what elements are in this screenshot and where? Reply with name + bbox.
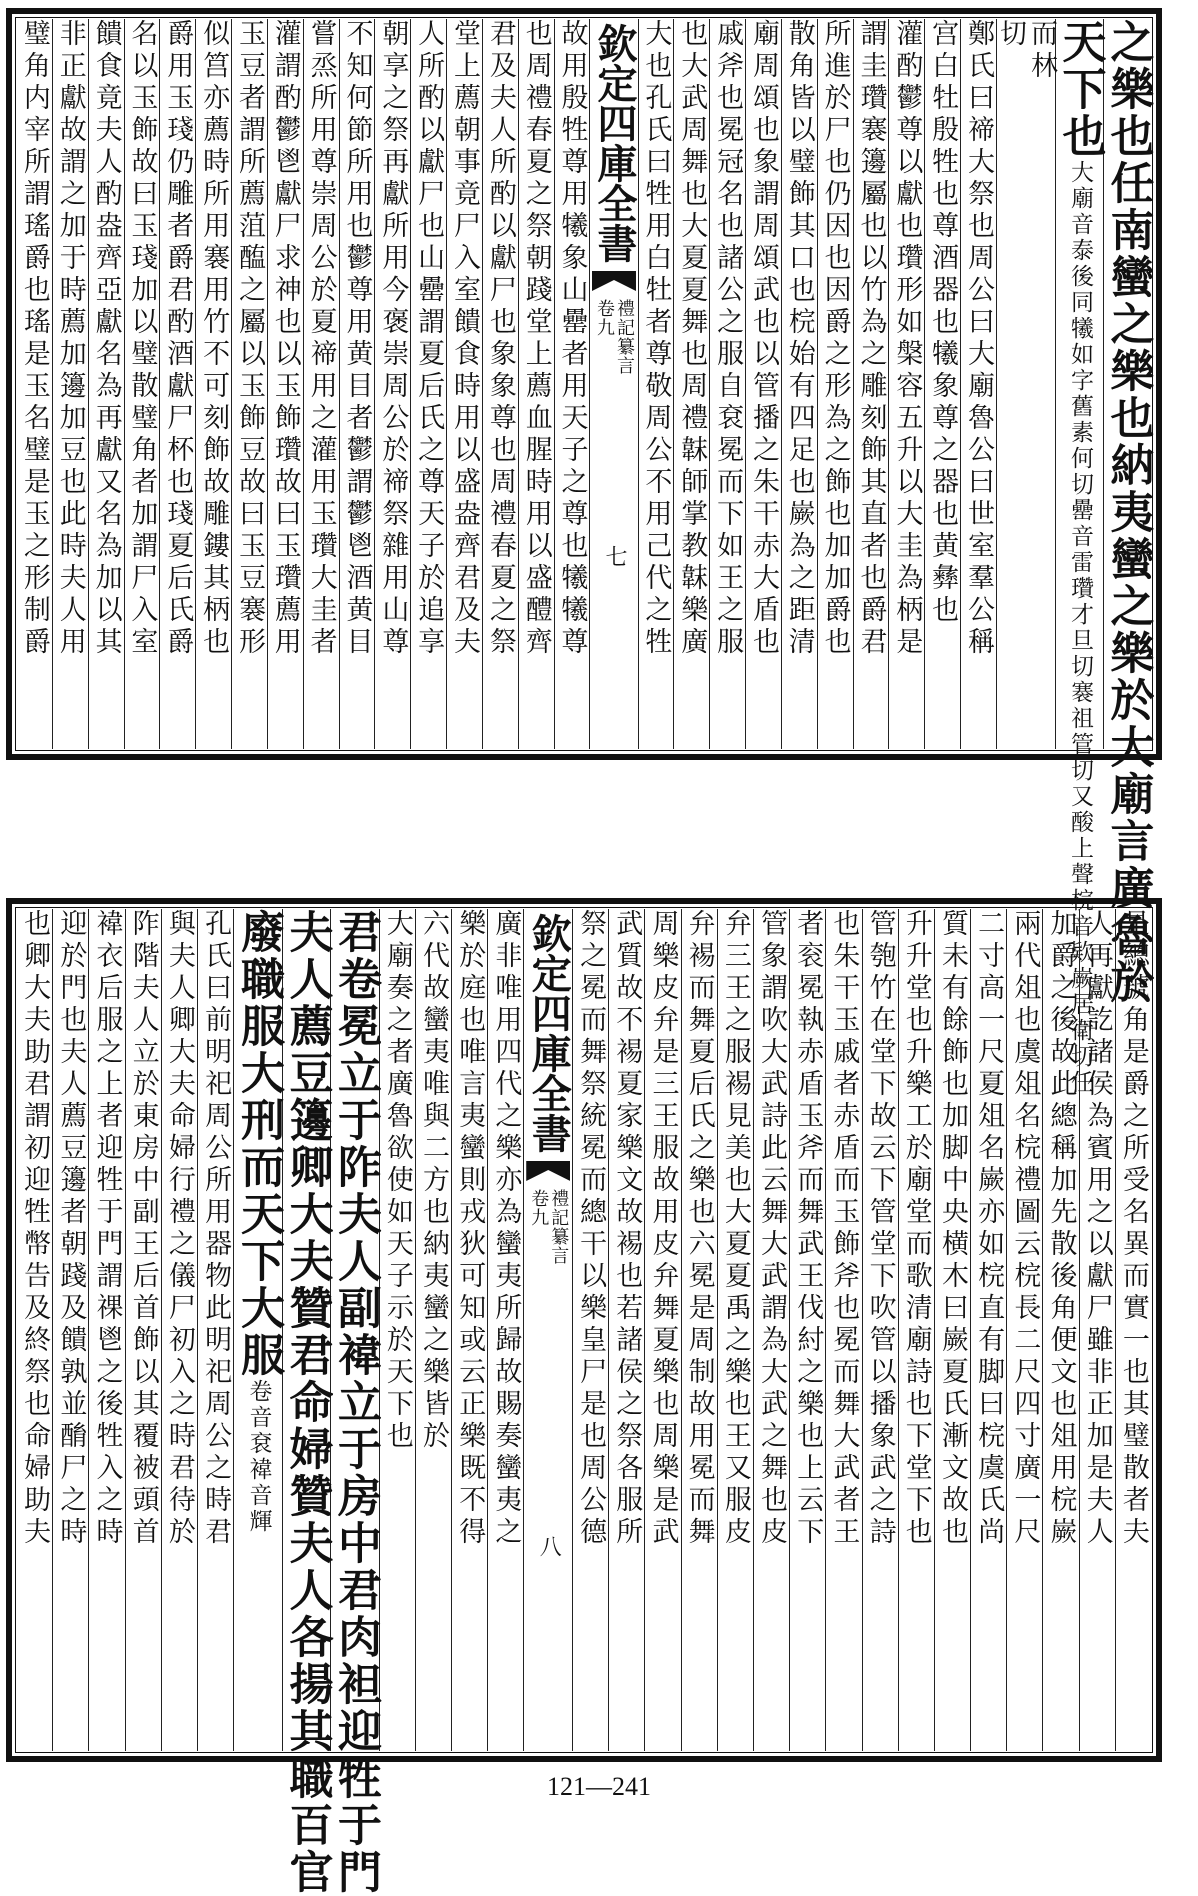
lower-column (88, 909, 124, 1751)
lower-column (281, 909, 333, 1896)
lower-column (608, 909, 644, 1751)
upper-column (446, 19, 482, 749)
commentary-line: 人所酌以獻尸也山罍謂夏后氏之尊天子於追享 (413, 19, 445, 659)
lower-column (970, 909, 1006, 1751)
commentary-line: 爵用玉琖仍雕者爵君酌酒獻尸杯也琖夏后氏爵 (162, 19, 194, 659)
commentary-line: 管匏竹在堂下故云下管堂下吹管以播象武之詩 (864, 909, 896, 1549)
commentary-line: 而林 (1025, 19, 1057, 83)
commentary-line: 非正獻故謂之加于時薦加籩加豆也此時夫人用 (54, 19, 86, 659)
commentary-line: 兩代俎也虞俎名梡禮圖云梡長二尺四寸廣一尺 (1009, 909, 1041, 1549)
upper-column (589, 19, 637, 749)
commentary-line: 孔氏曰前明祀周公所用器物此明祀周公之時君 (200, 909, 232, 1549)
commentary-line: 朝享之祭再獻所用今褒崇周公於禘祭雜用山尊 (377, 19, 409, 659)
upper-column (996, 19, 1055, 749)
fishtail-mark (526, 1161, 570, 1181)
upper-column (124, 19, 160, 749)
lower-column (233, 909, 282, 1751)
lower-column (17, 909, 52, 1751)
lower-column (644, 909, 680, 1751)
main-text-line: 君卷冕立于阼夫人副褘立于房中君肉袒迎牲于門 (329, 909, 381, 1896)
upper-column (17, 19, 52, 749)
commentary-line: 不知何節所用也鬱尊用黄目者鬱謂鬱鬯酒黄目 (341, 19, 373, 659)
commentary-line: 加爵之後故此總稱加先散後角便文也俎用梡嶡 (1045, 909, 1077, 1549)
page-number: 八 (536, 1535, 562, 1559)
lower-column (197, 909, 233, 1751)
commentary-line: 謂圭瓚褰籩屬也以竹為之雕刻飾其直者也爵君 (855, 19, 887, 659)
upper-column (88, 19, 124, 749)
commentary-line: 戚斧也冕冠名也諸公之服自袞冕而下如王之服 (712, 19, 744, 659)
commentary-line: 大廟音泰後同犧如字舊素何切罍音雷瓚才旦切褰祖管切又酸上聲梡音欵嶡居衛切任 (1066, 160, 1093, 1096)
upper-column (638, 19, 674, 749)
commentary-line: 鄭氏曰禘大祭也周公曰大廟魯公曰世室羣公稱 (963, 19, 995, 659)
center-subinfo (595, 299, 633, 375)
commentary-line: 是總號角是爵之所受名異而實一也其璧散者夫 (1117, 909, 1149, 1549)
commentary-line: 宫白牡殷牲也尊酒器也犧象尊之器也黄彝也 (927, 19, 959, 627)
lower-column (523, 909, 572, 1751)
commentary-line: 君及夫人所酌以獻尸也象象尊也周禮春夏之祭 (484, 19, 516, 659)
commentary-line: 故用殷牲尊用犧象山罍者用天子之尊也犧犧尊 (556, 19, 588, 659)
lower-column (934, 909, 970, 1751)
commentary-line: 者衮冕執赤盾玉斧而舞武王伐紂之樂也上云下 (792, 909, 824, 1549)
juan-label: 卷九 (528, 1189, 550, 1227)
center-title: 欽定四庫全書 (525, 913, 573, 1153)
commentary-line: 切 (994, 19, 1026, 51)
upper-column (482, 19, 518, 749)
lower-column (825, 909, 861, 1751)
main-text-line: 廢職服大刑而天下大服 (232, 909, 284, 1379)
commentary-line: 也周禮春夏之祭朝踐堂上薦血腥時用以盛醴齊 (520, 19, 552, 659)
lower-column (898, 909, 934, 1751)
upper-column (339, 19, 375, 749)
commentary-line: 管象謂吹大武詩此云舞大武謂為大武之舞也皮 (756, 909, 788, 1549)
commentary-line: 散角皆以璧飾其口也梡始有四足也嶡為之距清 (783, 19, 815, 659)
main-text-line: 之樂也任南蠻之樂也納夷蠻之樂於大廟言廣魯於 (1102, 19, 1154, 1006)
commentary-line: 迎於門也夫人薦豆籩者朝踐及饋孰並酳尸之時 (55, 909, 87, 1549)
commentary-line: 灌謂酌鬱鬯獻尸求神也以玉飾瓚故曰玉瓚薦用 (269, 19, 301, 659)
commentary-line: 人再獻訖諸侯為賓用之以獻尸雖非正加是夫人 (1081, 909, 1113, 1549)
commentary-line: 升升堂也升樂工於廟堂而歌清廟詩也下堂下也 (900, 909, 932, 1549)
lower-column (1042, 909, 1078, 1751)
lower-column (487, 909, 523, 1751)
mixed-line (1054, 19, 1106, 1096)
center-margin (525, 909, 573, 1751)
commentary-line: 也卿大夫助君謂初迎牲幣告及終祭也命婦助夫 (19, 909, 51, 1549)
commentary-line: 也大武周舞也大夏夏舞也周禮韎師掌教韎樂廣 (676, 19, 708, 659)
upper-column (231, 19, 267, 749)
upper-column (924, 19, 960, 749)
upper-column (781, 19, 817, 749)
commentary-line: 阼階夫人立於東房中副王后首飾以其覆被頭首 (127, 909, 159, 1549)
commentary-line: 與夫人卿大夫命婦行禮之儀尸初入之時君待於 (163, 909, 195, 1549)
upper-column (303, 19, 339, 749)
lower-column (1006, 909, 1042, 1751)
mixed-line (232, 909, 284, 1751)
page-footer-number: 121—241 (547, 1772, 651, 1801)
center-subinfo (528, 1189, 570, 1265)
commentary-line: 質未有餘飾也加脚中央横木曰嶡夏氏漸文故也 (936, 909, 968, 1549)
upper-column (1054, 19, 1106, 1096)
commentary-line: 弁裼而舞夏后氏之樂也六冕是周制故用冕而舞 (683, 909, 715, 1549)
commentary-line: 玉豆者謂所薦菹醢之屬以玉飾豆故曰玉豆褰形 (233, 19, 265, 659)
commentary-line: 樂於庭也唯言夷蠻則戎狄可知或云正樂既不得 (454, 909, 486, 1549)
commentary-line: 周樂皮弁是三王服故用皮弁舞夏樂也周樂是武 (647, 909, 679, 1549)
commentary-line: 似筥亦薦時所用褰用竹不可刻飾故雕鏤其柄也 (198, 19, 230, 659)
lower-column (125, 909, 161, 1751)
upper-page (0, 8, 1198, 1096)
lower-column (862, 909, 898, 1751)
commentary-line: 廣非唯用四代之樂亦為蠻夷所歸故賜奏蠻夷之 (490, 909, 522, 1549)
commentary-line: 弁三王之服裼見美也大夏夏禹之樂也王又服皮 (719, 909, 751, 1549)
commentary-line: 大也孔氏曰牲用白牡者尊敬周公不用己代之牲 (640, 19, 672, 659)
lower-column (753, 909, 789, 1751)
lower-column (717, 909, 753, 1751)
lower-column (789, 909, 825, 1751)
commentary-line: 卷音袞褘音輝 (245, 1379, 272, 1535)
upper-column (410, 19, 446, 749)
upper-column (267, 19, 303, 749)
lower-column (329, 909, 381, 1896)
commentary-line: 也朱干玉戚者赤盾而玉飾斧也冕而舞大武者王 (828, 909, 860, 1549)
commentary-line: 嘗烝所用尊崇周公於夏禘用之灌用玉瓚大圭者 (305, 19, 337, 659)
upper-column (159, 19, 195, 749)
main-text-line: 天下也 (1054, 19, 1106, 160)
main-text-line: 夫人薦豆籩卿大夫贊君命婦贊夫人各揚其職百官 (281, 909, 333, 1896)
commentary-line: 所進於尸也仍因也因爵之形為之飾也加加爵也 (819, 19, 851, 659)
upper-column (960, 19, 996, 749)
upper-column (888, 19, 924, 749)
upper-text-columns (17, 19, 1154, 1096)
commentary-line: 祭之冕而舞祭統冕而總干以樂皇尸是也周公德 (575, 909, 607, 1549)
commentary-line: 名以玉飾故曰玉琖加以璧散璧角者加謂尸入室 (126, 19, 158, 659)
lower-column (681, 909, 717, 1751)
upper-column (709, 19, 745, 749)
commentary-line: 武質故不裼夏家樂文故裼也若諸侯之祭各服所 (611, 909, 643, 1549)
book-title: 禮記纂言 (613, 299, 635, 375)
juan-label: 卷九 (593, 299, 615, 337)
commentary-line: 璧角内宰所謂瑤爵也瑤是玉名璧是玉之形制爵 (18, 19, 50, 659)
lower-column (379, 909, 415, 1751)
upper-column (374, 19, 410, 749)
fishtail-mark (592, 271, 636, 291)
center-margin (592, 19, 636, 749)
lower-column (451, 909, 487, 1751)
twin-small-line (994, 19, 1057, 749)
commentary-line: 堂上薦朝事竟尸入室饋食時用以盛盎齊君及夫 (449, 19, 481, 659)
center-title: 欽定四庫全書 (590, 23, 638, 263)
commentary-line: 六代故蠻夷唯與二方也納夷蠻之樂皆於 (418, 909, 450, 1453)
upper-column (745, 19, 781, 749)
upper-column (554, 19, 590, 749)
commentary-line: 二寸高一尺夏俎名嶡亦如梡直有脚曰梡虞氏尚 (973, 909, 1005, 1549)
lower-column (415, 909, 451, 1751)
commentary-line: 灌酌鬱尊以獻也瓚形如槃容五升以大圭為柄是 (891, 19, 923, 659)
book-title: 禮記纂言 (548, 1189, 570, 1265)
upper-column (518, 19, 554, 749)
upper-column (817, 19, 853, 749)
commentary-line: 饋食竟夫人酌盎齊亞獻名為再獻又名為加以其 (90, 19, 122, 659)
upper-column (195, 19, 231, 749)
lower-column (1079, 909, 1115, 1751)
commentary-line: 大廟奏之者廣魯欲使如天子示於天下也 (381, 909, 413, 1453)
upper-column (853, 19, 889, 749)
upper-column (673, 19, 709, 749)
page-number: 七 (601, 545, 627, 569)
upper-column (1102, 19, 1154, 1006)
lower-column (161, 909, 197, 1751)
lower-column (52, 909, 88, 1751)
lower-column (572, 909, 608, 1751)
lower-column (1115, 909, 1151, 1751)
commentary-line: 廟周頌也象謂周頌武也以管播之朱干赤大盾也 (747, 19, 779, 659)
upper-column (52, 19, 88, 749)
commentary-line: 褘衣后服之上者迎牲于門謂祼鬯之後牲入之時 (91, 909, 123, 1549)
